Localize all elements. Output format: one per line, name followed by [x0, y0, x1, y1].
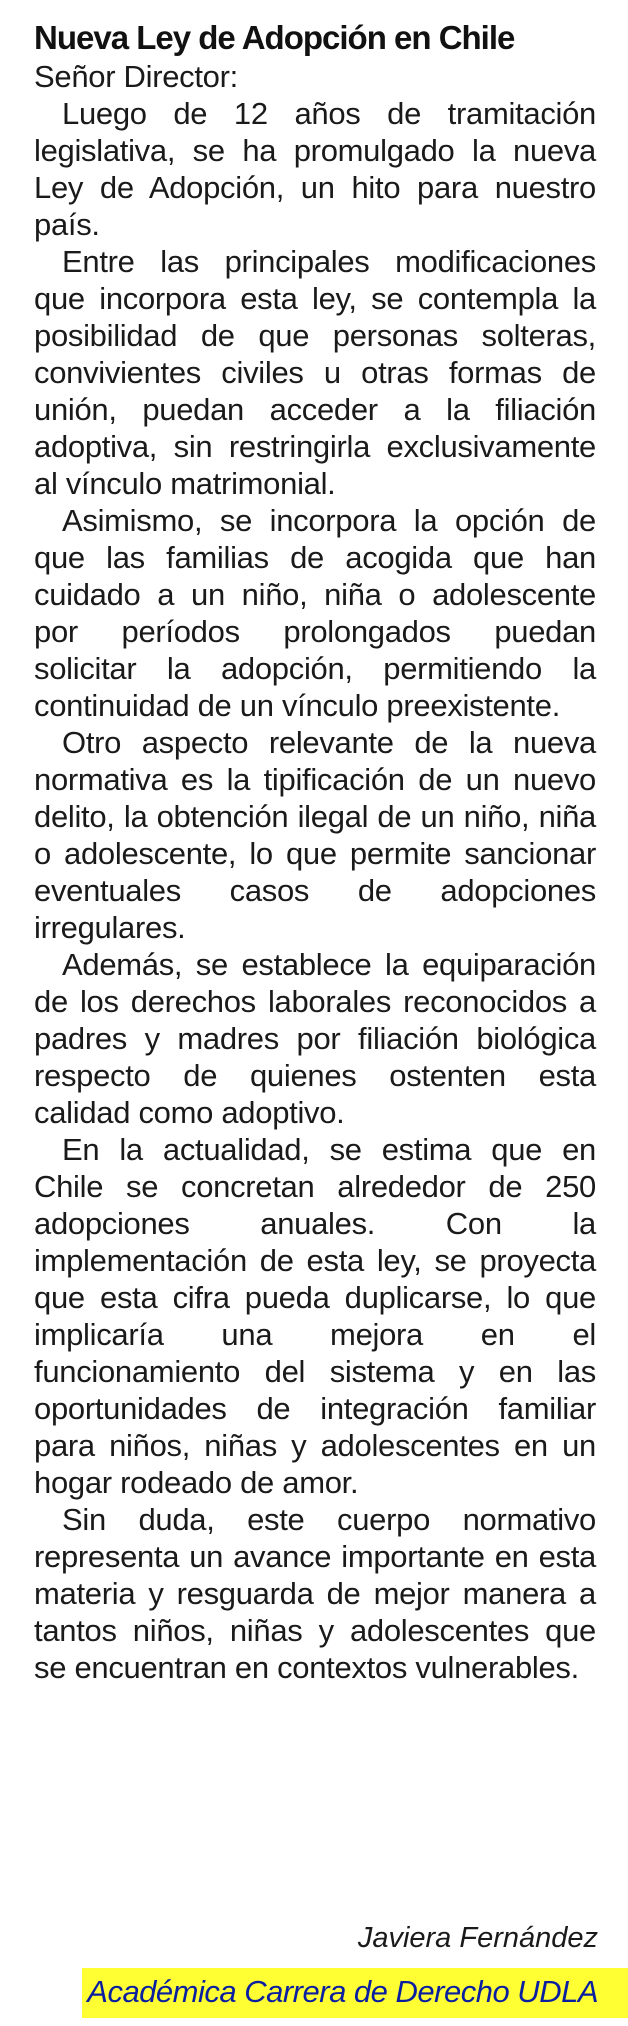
paragraph: Luego de 12 años de tramitación legislativa, se ha promulgado la nueva Ley de Adopción, un hito para nuestro país.: [34, 96, 596, 242]
signature-role: Académica Carrera de Derecho UDLA: [87, 1974, 598, 2009]
paragraph: Entre las principales modificaciones que incorpora esta ley, se contempla la posibilidad de que personas solteras, convivientes civiles u otras formas de unión, puedan acceder a la filiación adoptiva, sin restringirla exclusivamente al vínculo matrimonial.: [34, 244, 596, 501]
signature: [358, 1921, 598, 1955]
letter: [34, 18, 596, 1686]
salutation: Señor Director:: [34, 59, 238, 94]
signature-name: Javiera Fernández: [357, 1922, 598, 1954]
letter-title: Nueva Ley de Adopción en Chile: [34, 19, 515, 56]
paragraph: Otro aspecto relevante de la nueva normativa es la tipificación de un nuevo delito, la obtención ilegal de un niño, niña o adolescente, lo que permite sancionar eventuales casos de adopciones irregulares.: [34, 725, 596, 945]
paragraph: Asimismo, se incorpora la opción de que las familias de acogida que han cuidado a un niño, niña o adolescente por períodos prolongados puedan solicitar la adopción, permitiendo la continuidad de un vínculo preexistente.: [34, 503, 596, 723]
paragraph: Sin duda, este cuerpo normativo representa un avance importante en esta materia y resguarda de mejor manera a tantos niños, niñas y adolescentes que se encuentran en contextos vulnerables.: [34, 1502, 596, 1685]
letter-body: [34, 95, 596, 1686]
paragraph: Además, se establece la equiparación de los derechos laborales reconocidos a padres y madres por filiación biológica respecto de quienes ostenten esta calidad como adoptivo.: [34, 947, 596, 1130]
paragraph: En la actualidad, se estima que en Chile se concretan alrededor de 250 adopciones anuales. Con la implementación de esta ley, se proyecta que esta cifra pueda duplicarse, lo que implicaría una mejora en el funcionamiento del sistema y en las oportunidades de integración familiar para niños, niñas y adolescentes en un hogar rodeado de amor.: [34, 1132, 596, 1500]
